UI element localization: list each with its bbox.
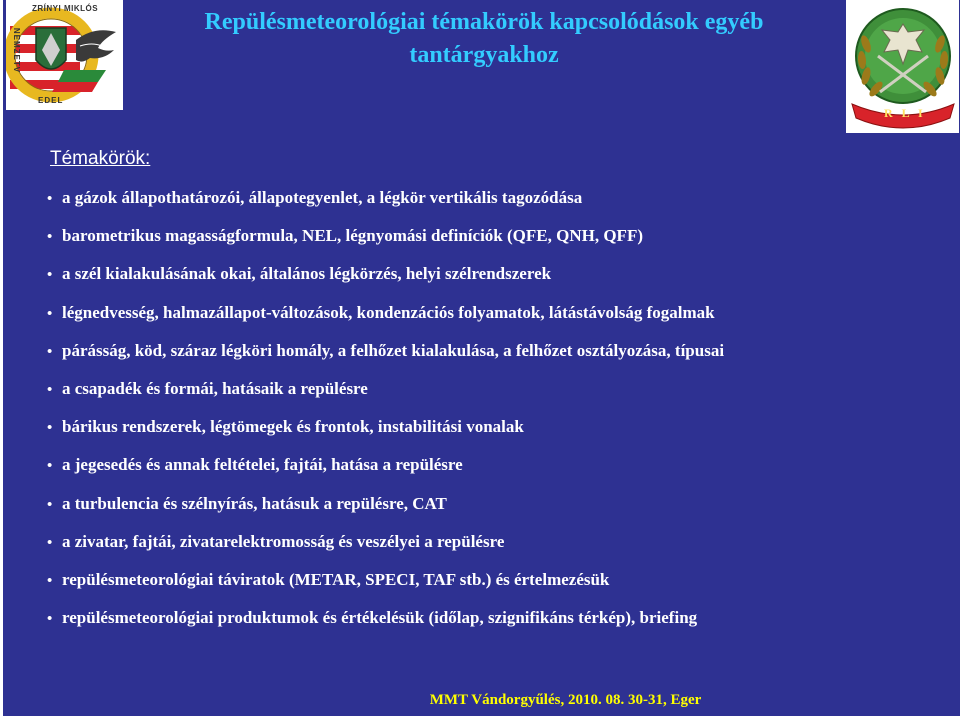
list-item [47, 375, 724, 413]
bullet-icon: • [47, 381, 53, 398]
list-item-text: a turbulencia és szélnyírás, hatásuk a repülésre, CAT [62, 493, 447, 513]
bullet-icon: • [47, 534, 53, 551]
bullet-icon: • [47, 343, 53, 360]
bullet-icon: • [47, 229, 53, 246]
list-item-text: légnedvesség, halmazállapot-változások, kondenzációs folyamatok, látástávolság fogalmak [62, 302, 715, 322]
list-item [47, 299, 724, 337]
university-logo [6, 0, 123, 110]
bullet-icon: • [47, 496, 53, 513]
slide-title-line-2: tantárgyakhoz [409, 42, 559, 68]
list-item-text: bárikus rendszerek, légtömegek és frontok, instabilitási vonalak [62, 417, 524, 437]
list-item-text: a gázok állapothatározói, állapotegyenlet, a légkör vertikális tagozódása [62, 188, 583, 207]
logo-ring-text-bottom: EDEL [38, 96, 64, 105]
list-item [47, 604, 724, 642]
list-item-text: a csapadék és formái, hatásaik a repülésre [62, 378, 368, 398]
list-item [47, 451, 724, 489]
list-item [47, 222, 724, 260]
bullet-icon: • [47, 611, 53, 628]
bullet-icon: • [47, 267, 53, 284]
slide-title [133, 6, 835, 72]
bullet-icon: • [47, 420, 53, 437]
list-item-text: a zivatar, fajtái, zivatarelektromosság és veszélyei a repülésre [62, 531, 505, 551]
list-item-text: barometrikus magasságformula, NEL, légnyomási definíciók (QFE, QNH, QFF) [62, 226, 643, 246]
slide [3, 0, 960, 716]
list-item [47, 413, 724, 451]
university-emblem-icon [6, 0, 123, 110]
topic-list [47, 184, 724, 642]
list-item-text: repülésmeteorológiai produktumok és értékelésük (időlap, szignifikáns térkép), briefing [62, 608, 698, 628]
list-item [47, 337, 724, 375]
section-heading: Témakörök: [50, 148, 151, 169]
list-item-text: a jegesedés és annak feltételei, fajtái, hatása a repülésre [62, 455, 463, 475]
bullet-icon: • [47, 458, 53, 475]
list-item [47, 184, 724, 222]
list-item [47, 528, 724, 566]
bullet-icon: • [47, 572, 53, 589]
institute-logo [846, 0, 959, 133]
list-item-text: repülésmeteorológiai táviratok (METAR, SPECI, TAF stb.) és értelmezésük [62, 569, 610, 589]
slide-footer: MMT Vándorgyűlés, 2010. 08. 30-31, Eger [429, 692, 702, 708]
slide-title-line-1: Repülésmeteorológiai témakörök kapcsolódások egyéb [204, 9, 764, 35]
list-item [47, 260, 724, 298]
logo-ring-text-left: NEMZETV [12, 27, 22, 74]
list-item-text: a szél kialakulásának okai, általános légkörzés, helyi szélrendszerek [62, 264, 552, 284]
list-item [47, 566, 724, 604]
bullet-icon: • [47, 191, 53, 207]
logo-ring-text-top: ZRÍNYI MIKLÓS [32, 4, 99, 13]
bullet-icon: • [47, 305, 53, 322]
ribbon-text: R L I [884, 106, 926, 120]
list-item-text: párásság, köd, száraz légköri homály, a felhőzet kialakulása, a felhőzet osztályozása, típusai [62, 340, 725, 360]
list-item [47, 490, 724, 528]
